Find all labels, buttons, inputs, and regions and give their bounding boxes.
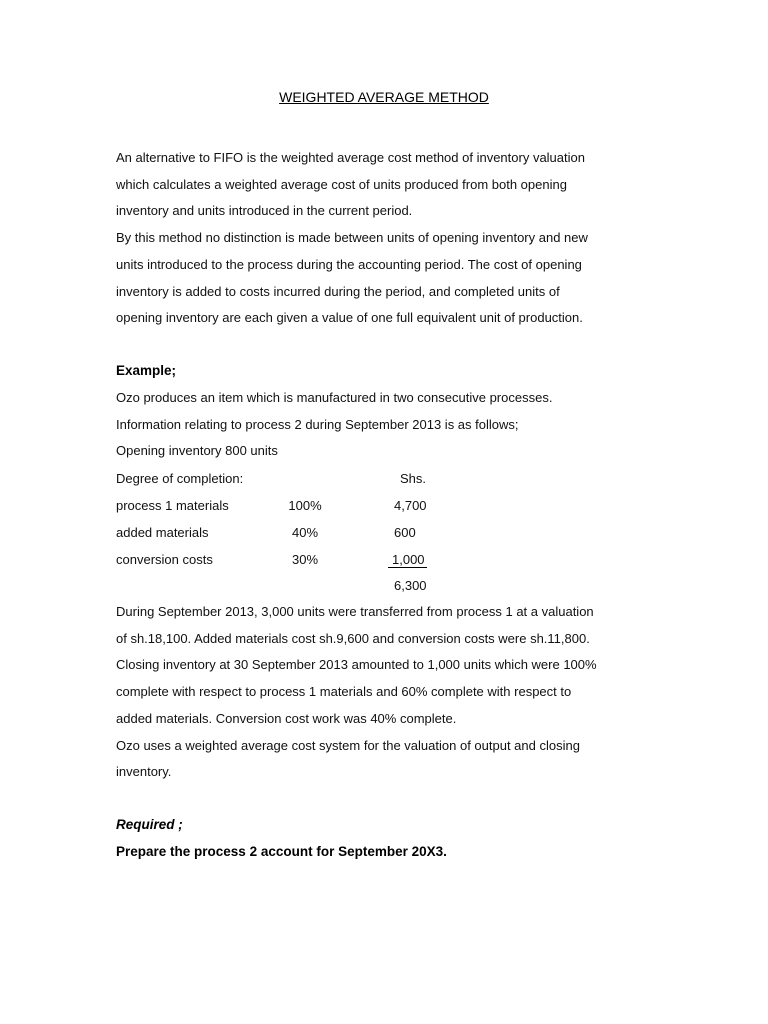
intro-line: inventory is added to costs incurred during the period, and completed units of [116,283,560,299]
detail-line: During September 2013, 3,000 units were transferred from process 1 at a valuation [116,604,594,619]
row-amount: 600 [394,525,416,540]
table-header-label: Degree of completion: [116,471,244,486]
detail-line: Closing inventory at 30 September 2013 amounted to 1,000 units which were 100% [116,657,597,673]
intro-line: inventory and units introduced in the current period. [116,203,413,219]
row-label: conversion costs [116,552,213,567]
intro-line: By this method no distinction is made between units of opening inventory and new [116,230,588,246]
detail-line: complete with respect to process 1 materials and 60% complete with respect to [116,684,572,700]
row-label: added materials [116,525,209,540]
detail-line: inventory. [116,764,172,780]
intro-line: An alternative to FIFO is the weighted average cost method of inventory valuation [116,150,585,165]
table-row [0,525,768,545]
example-heading: Example; [116,363,177,378]
row-percent: 30% [291,552,319,567]
detail-line: of sh.18,100. Added materials cost sh.9,600 and conversion costs were sh.11,800. [116,630,590,646]
intro-line: opening inventory are each given a value of one full equivalent unit of production. [116,310,583,326]
required-heading: Required ; [116,817,183,832]
example-details [116,599,676,786]
detail-line: added materials. Conversion cost work was 40% complete. [116,710,457,726]
required-task: Prepare the process 2 account for September 20X3. [116,844,447,859]
table-header-currency: Shs. [400,471,427,486]
page-title: WEIGHTED AVERAGE METHOD [279,89,489,105]
table-total: 6,300 [394,578,427,593]
row-amount: 4,700 [394,498,427,513]
detail-line: Ozo uses a weighted average cost system for the valuation of output and closing [116,737,580,753]
table-total-row [0,578,768,598]
row-label: process 1 materials [116,498,229,513]
intro-line: which calculates a weighted average cost of units produced from both opening [116,176,567,192]
table-row [0,498,768,518]
row-amount: 1,000 [388,552,427,568]
row-percent: 100% [288,498,322,513]
example-line: Information relating to process 2 during September 2013 is as follows; [116,416,519,432]
example-line: Ozo produces an item which is manufactured in two consecutive processes. [116,390,553,405]
table-header-row [0,471,768,491]
intro-paragraph [116,145,676,332]
example-intro [116,385,676,465]
intro-line: units introduced to the process during the accounting period. The cost of opening [116,256,582,272]
example-line: Opening inventory 800 units [116,443,278,459]
table-row [0,552,768,572]
row-percent: 40% [291,525,319,540]
